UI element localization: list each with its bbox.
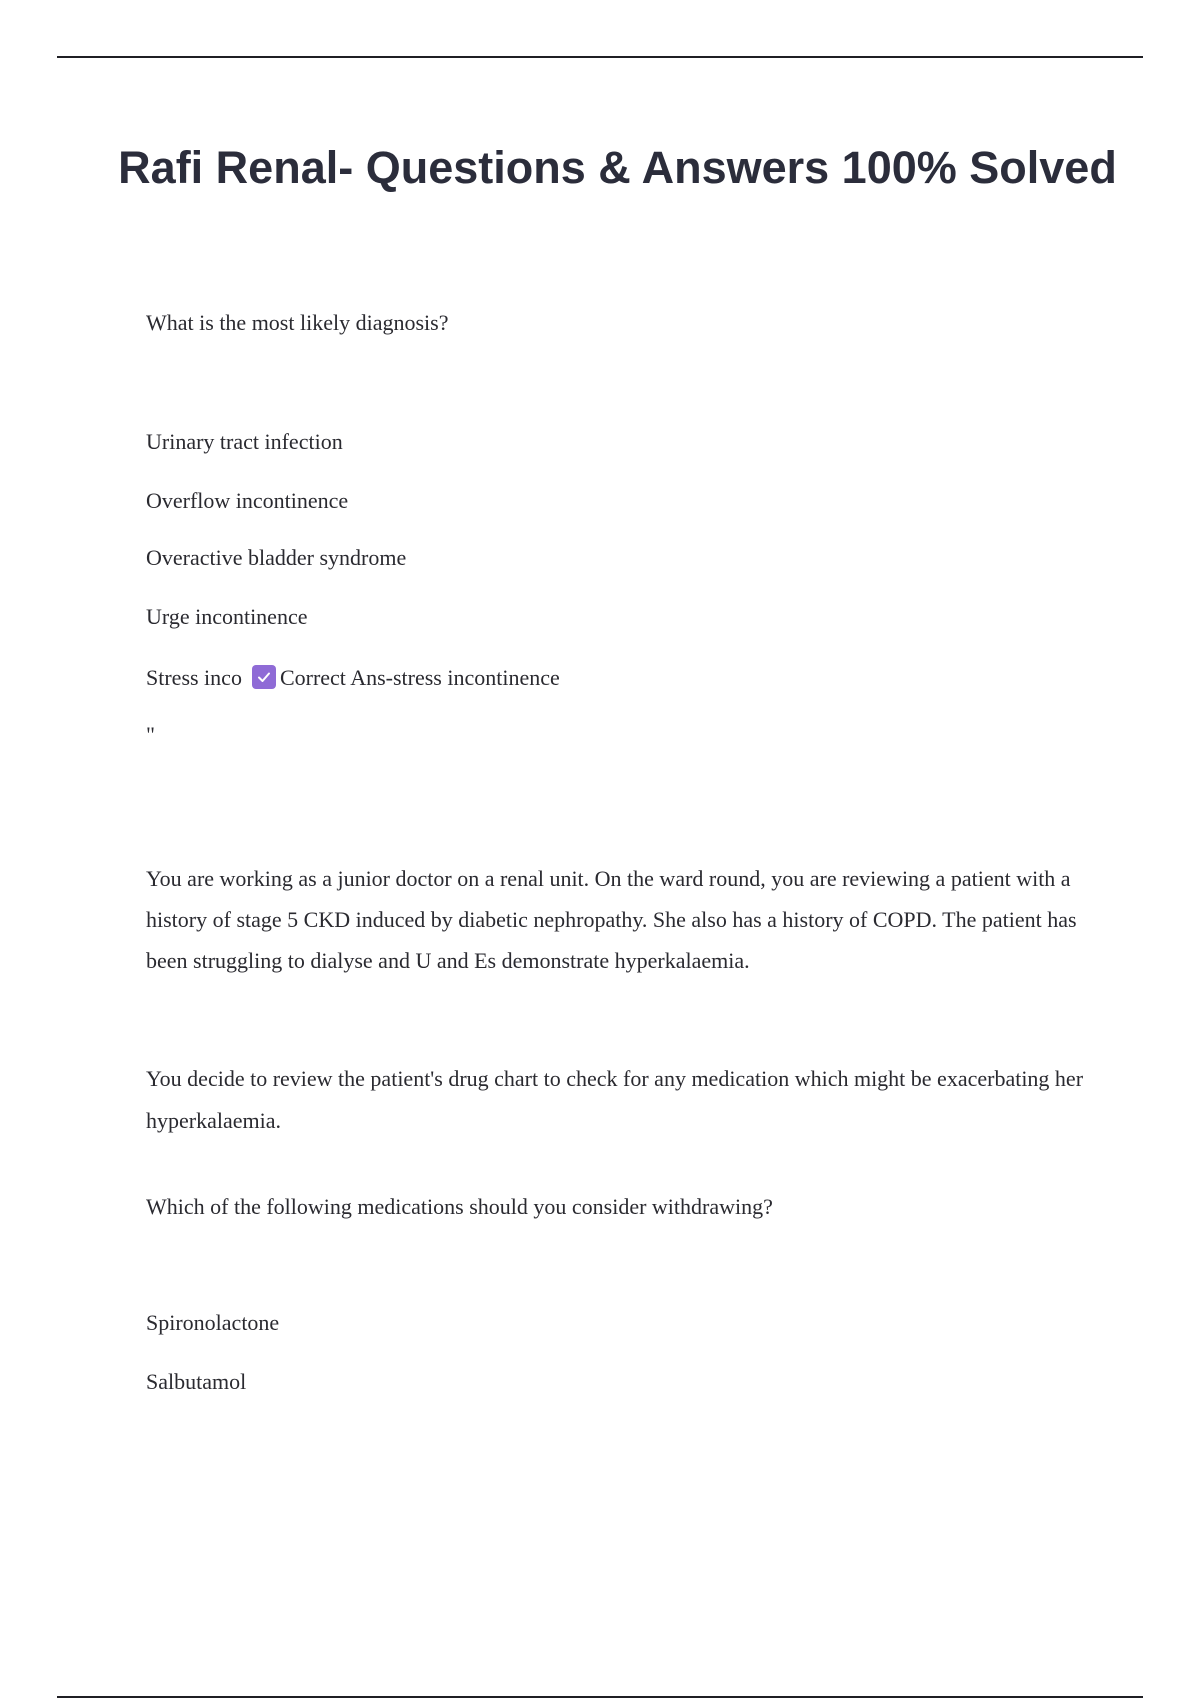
question-1-prompt: What is the most likely diagnosis? [146,310,449,335]
document-title: Rafi Renal- Questions & Answers 100% Solved [118,142,1117,193]
question-2-scenario: You are working as a junior doctor on a renal unit. On the ward round, you are reviewing a patient with a history of stage 5 CKD induced by diabetic nephropathy. She also has a history of COPD. The patient has been struggling to dialyse and U and Es demonstrate hyperkalaemia. [146,866,1077,973]
option-urge-incontinence: Urge incontinence [146,604,308,629]
check-box-icon [252,665,276,689]
question-2-context: You decide to review the patient's drug chart to check for any medication which might be exacerbating her hyperkalaemia. [146,1066,1084,1133]
correct-answer: Correct Ans-stress incontinence [279,665,560,690]
option-urinary-tract-infection: Urinary tract infection [146,429,343,454]
trailing-quote-mark: " [146,722,155,747]
option-overactive-bladder: Overactive bladder syndrome [146,545,407,570]
option-stress-incontinence: Stress inco [146,665,242,690]
option-salbutamol: Salbutamol [146,1369,247,1394]
option-overflow-incontinence: Overflow incontinence [146,488,349,513]
bottom-rule [57,1696,1143,1698]
option-spironolactone: Spironolactone [146,1310,280,1335]
option-stress-with-answer [146,665,560,691]
top-rule [57,56,1143,58]
question-2-prompt: Which of the following medications should you consider withdrawing? [146,1194,773,1219]
